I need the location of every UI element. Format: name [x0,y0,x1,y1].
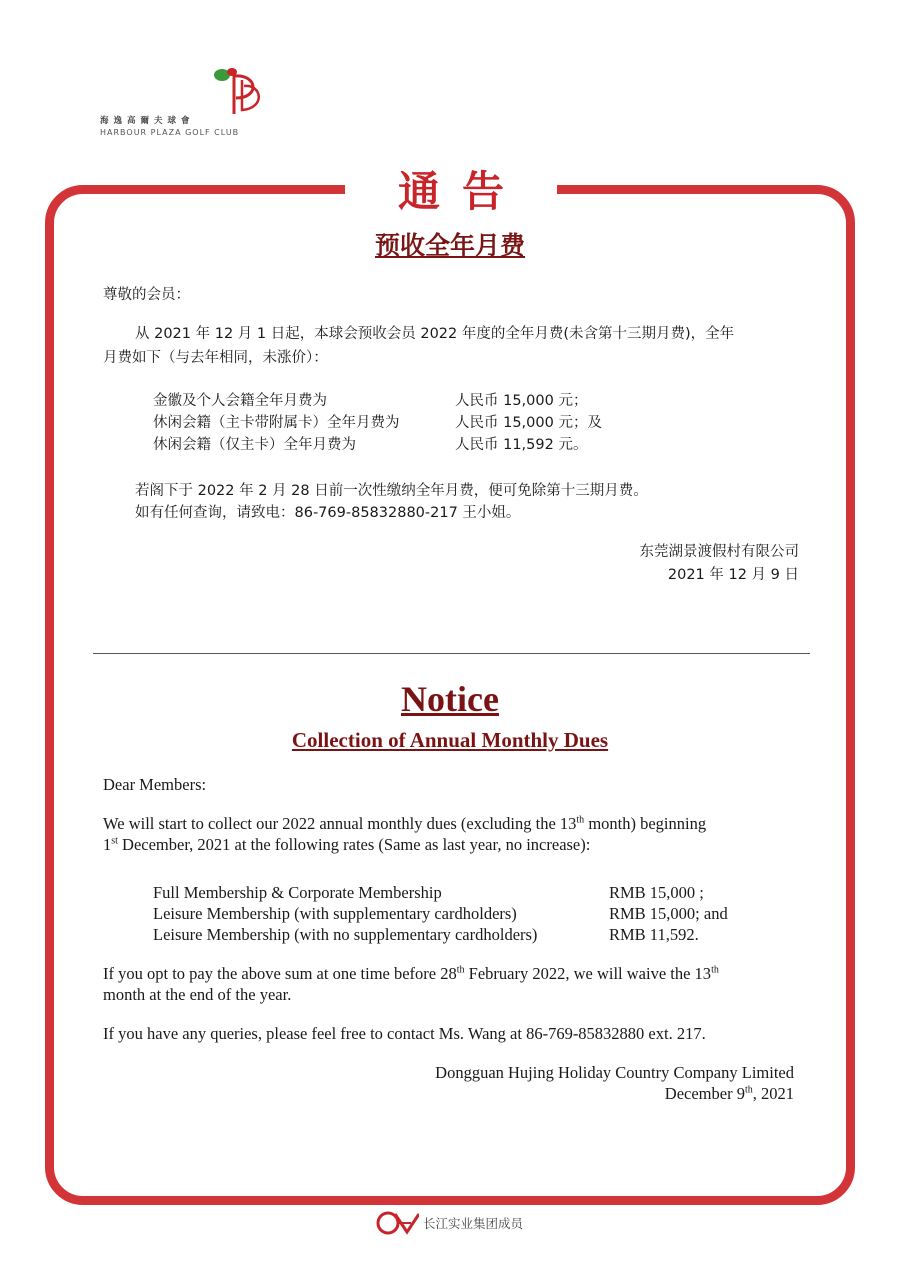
ck-group-logo-icon [375,1210,419,1236]
fee-label-cn: 休闲会籍（主卡带附属卡）全年月费为 [153,415,400,431]
salutation-cn: 尊敬的会员： [103,287,190,303]
notice-title-en: Notice [401,679,499,719]
fee-label-en: Full Membership & Corporate Membership [153,883,442,902]
fee-amount-cn: 人民币 11,592 元。 [455,437,588,453]
date-en: December 9th, 2021 [664,1084,794,1103]
salutation-en: Dear Members: [103,775,207,794]
fee-label-cn: 金徽及个人会籍全年月费为 [153,393,327,409]
section-divider [93,653,810,654]
waiver-en-line2: month at the end of the year. [103,985,292,1004]
fee-amount-en: RMB 15,000; and [609,904,728,923]
paragraph-en-line1: We will start to collect our 2022 annual monthly dues (excluding the 13th month) beginning [103,814,707,833]
club-logo [98,66,298,142]
fee-label-en: Leisure Membership (with supplementary cardholders) [153,904,517,923]
fee-amount-en: RMB 15,000 ; [609,883,704,902]
contact-en: If you have any queries, please feel free to contact Ms. Wang at 86-769-85832880 ext. 217. [103,1024,706,1043]
company-en: Dongguan Hujing Holiday Country Company Limited [435,1063,794,1082]
waiver-cn: 若阁下于 2022 年 2 月 28 日前一次性缴纳全年月费，便可免除第十三期月费。 [135,483,648,499]
company-cn: 东莞湖景渡假村有限公司 [639,544,799,560]
paragraph-cn-line2: 月费如下（与去年相同，未涨价）： [103,350,328,366]
footer-text: 长江实业集团成员 [423,1216,524,1231]
paragraph-cn-line1: 从 2021 年 12 月 1 日起，本球会预收会员 2022 年度的全年月费(未含第十三期月费)，全年 [135,326,735,342]
subtitle-cn: 预收全年月费 [374,231,525,260]
fee-label-en: Leisure Membership (with no supplementary cardholders) [153,925,538,944]
paragraph-en-line2: 1st December, 2021 at the following rates (Same as last year, no increase): [103,835,591,854]
date-cn: 2021 年 12 月 9 日 [667,567,799,583]
notice-title-cn: 通告 [397,167,526,216]
logo-name-cn: 海逸高爾夫球會 [100,116,195,126]
golf-flag-logo-icon [208,66,278,116]
logo-name-en: HARBOUR PLAZA GOLF CLUB [100,128,240,137]
fee-amount-en: RMB 11,592. [609,925,699,944]
waiver-en-line1: If you opt to pay the above sum at one time before 28th February 2022, we will waive the 13th [103,964,719,983]
fee-label-cn: 休闲会籍（仅主卡）全年月费为 [153,437,356,453]
contact-cn: 如有任何查询，请致电：86-769-85832880-217 王小姐。 [135,505,521,521]
fee-amount-cn: 人民币 15,000 元；及 [455,415,602,431]
subtitle-en: Collection of Annual Monthly Dues [291,728,609,752]
fee-amount-cn: 人民币 15,000 元； [455,393,588,409]
